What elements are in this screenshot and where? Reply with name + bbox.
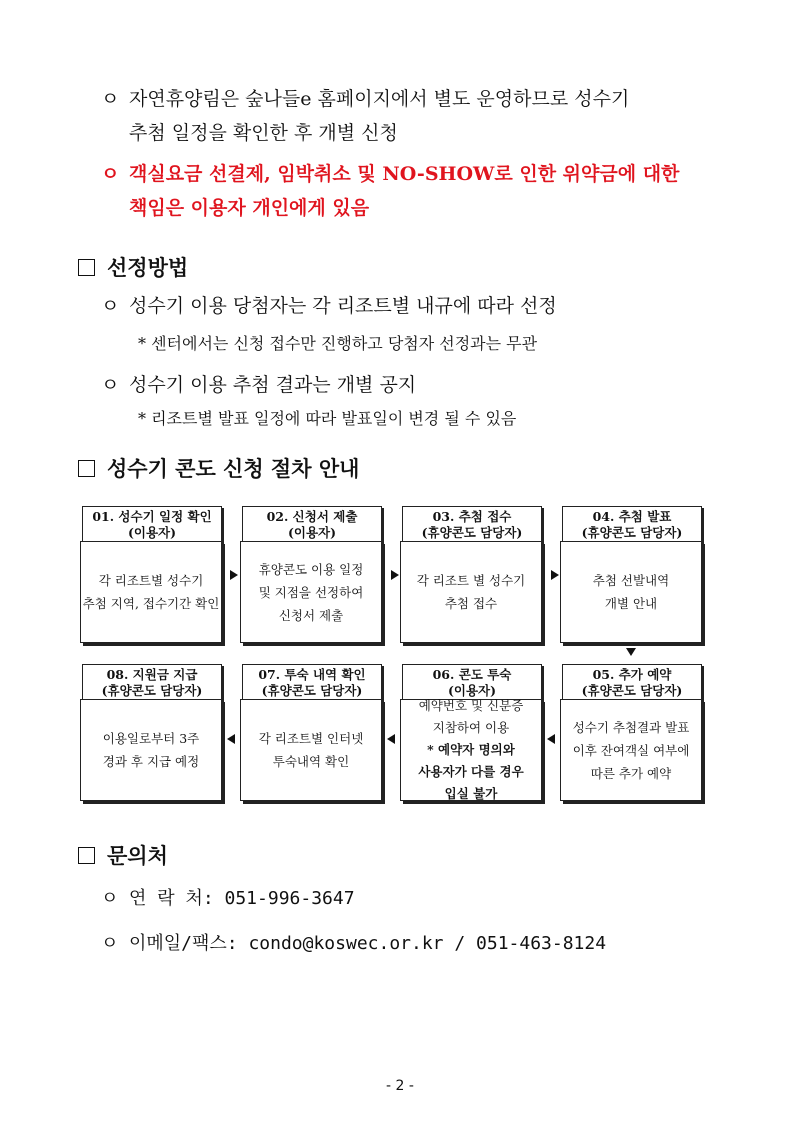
step-03-body: 각 리조트 별 성수기 추첨 접수: [400, 541, 542, 643]
step-06-title: 06. 콘도 투숙 (이용자): [402, 664, 542, 700]
section-heading-selection: 선정방법: [78, 252, 188, 282]
section-heading-procedure: 성수기 콘도 신청 절차 안내: [78, 453, 359, 483]
bullet-forest-resort: [101, 84, 629, 114]
bullet-text: 자연휴양림은 숲나들e 홈페이지에서 별도 운영하므로 성수기: [129, 88, 630, 110]
bullet-mark: ㅇ: [101, 295, 120, 317]
checkbox-square-icon: [78, 259, 95, 276]
selection-item: [101, 370, 416, 400]
step-03-title: 03. 추첨 접수 (휴양콘도 담당자): [402, 506, 542, 542]
arrow-down-icon: [626, 648, 636, 656]
bullet-mark: ㅇ: [101, 88, 120, 110]
step-04-body: 추첨 선발내역 개별 안내: [560, 541, 702, 643]
step-02-title: 02. 신청서 제출 (이용자): [242, 506, 382, 542]
step-06-body: 예약번호 및 신분증 지참하여 이용 * 예약자 명의와 사용자가 다를 경우 입실 불가: [400, 699, 542, 801]
step-01-title: 01. 성수기 일정 확인 (이용자): [82, 506, 222, 542]
bullet-continuation: 추첨 일정을 확인한 후 개별 신청: [129, 122, 398, 144]
step-05-body: 성수기 추첨결과 발표 이후 잔여객실 여부에 따른 추가 예약: [560, 699, 702, 801]
checkbox-square-icon: [78, 460, 95, 477]
bullet-mark: ㅇ: [101, 163, 120, 185]
step-07-body: 각 리조트별 인터넷 투숙내역 확인: [240, 699, 382, 801]
contact-phone: [101, 884, 355, 914]
contact-email-fax: [101, 929, 606, 959]
step-07-title: 07. 투숙 내역 확인 (휴양콘도 담당자): [242, 664, 382, 700]
step-02-body: 휴양콘도 이용 일정 및 지점을 선정하여 신청서 제출: [240, 541, 382, 643]
bullet-penalty-warning: [101, 159, 679, 189]
step-05-title: 05. 추가 예약 (휴양콘도 담당자): [562, 664, 702, 700]
bullet-text: 성수기 이용 당첨자는 각 리조트별 내규에 따라 선정: [129, 295, 557, 317]
page-number: - 2 -: [386, 1078, 414, 1094]
section-heading-contact: 문의처: [78, 840, 168, 870]
step-01-body: 각 리조트별 성수기 추첨 지역, 접수기간 확인: [80, 541, 222, 643]
bullet-text: 객실요금 선결제, 임박취소 및 NO-SHOW로 인한 위약금에 대한: [129, 163, 680, 185]
arrow-right-icon: [391, 570, 399, 580]
step-04-title: 04. 추첨 발표 (휴양콘도 담당자): [562, 506, 702, 542]
bullet-continuation: 책임은 이용자 개인에게 있음: [129, 197, 370, 219]
contact-text: 연 락 처: 051-996-3647: [129, 888, 355, 909]
bullet-mark: ㅇ: [101, 888, 119, 909]
arrow-left-icon: [547, 734, 555, 744]
step-08-body: 이용일로부터 3주 경과 후 지급 예정: [80, 699, 222, 801]
bullet-text: 성수기 이용 추첨 결과는 개별 공지: [129, 374, 417, 396]
checkbox-square-icon: [78, 847, 95, 864]
step-08-title: 08. 지원금 지급 (휴양콘도 담당자): [82, 664, 222, 700]
selection-item: [101, 291, 557, 321]
selection-note: * 리조트별 발표 일정에 따라 발표일이 변경 될 수 있음: [138, 409, 517, 428]
selection-note: * 센터에서는 신청 접수만 진행하고 당첨자 선정과는 무관: [138, 334, 538, 353]
arrow-right-icon: [551, 570, 559, 580]
bullet-mark: ㅇ: [101, 374, 120, 396]
arrow-right-icon: [230, 570, 238, 580]
arrow-left-icon: [227, 734, 235, 744]
contact-text: 이메일/팩스: condo@koswec.or.kr / 051-463-8124: [129, 933, 607, 954]
arrow-left-icon: [387, 734, 395, 744]
bullet-mark: ㅇ: [101, 933, 119, 954]
